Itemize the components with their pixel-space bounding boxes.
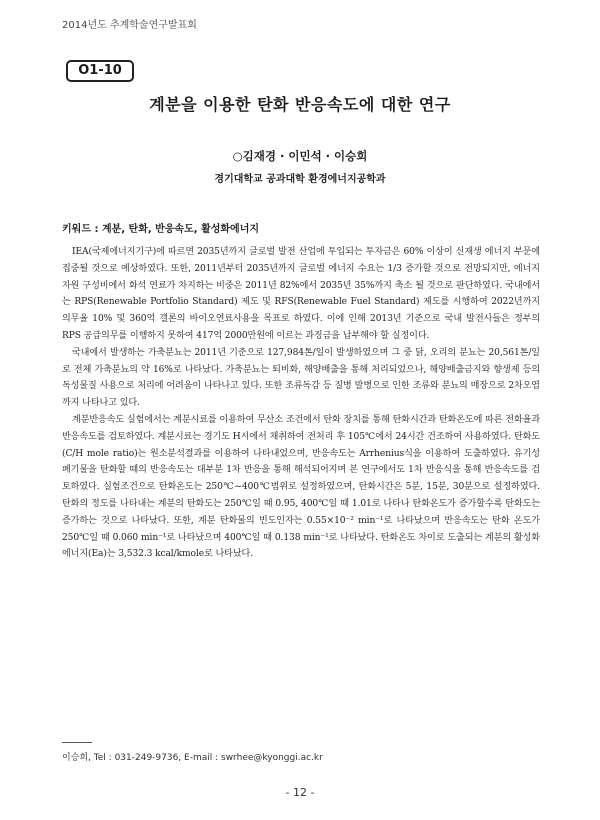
- paragraph-1: IEA(국제에너지기구)에 따르면 2035년까지 글로벌 발전 산업에 투입되는 투자금은 60% 이상이 신재생 에너지 부문에 집중될 것으로 예상하였다. 또한, 2011년부터 2035년까지 글로벌 에너지 수요는 1/3 증가할 것으로 전망되지만, 에너지 자원 구성비에서 화석 연료가 차지하는 비중은 2011년 82%에서 2035년 35%까지 축소 될 것으로 판단하였다. 국내에서는 RPS(Renewable Portfolio Standard) 제도 및 RFS(Renewable Fuel Standard) 제도를 시행하여 2022년까지 의무율 10% 및 360억 갤론의 바이오연료사용을 목표로 하였다. 이에 인해 2013년 기준으로 국내 발전사들은 정부의 RPS 공급의무를 이행하지 못하여 417억 2000만원에 이르는 과징금을 납부해야 할 실정이다.: [62, 247, 540, 341]
- paper-title: 계분을 이용한 탄화 반응속도에 대한 연구: [149, 95, 451, 114]
- paper-authors: ○김재경 · 이민석 · 이승희: [232, 149, 368, 163]
- footnote-contact: 이승희, Tel : 031-249-9736, E-mail : swrhee@kyonggi.ac.kr: [62, 753, 323, 763]
- paragraph-2: 국내에서 발생하는 가축분뇨는 2011년 기준으로 127,984톤/일이 발생하였으며 그 중 닭, 오리의 분뇨는 20,561톤/일로 전체 가축분뇨의 약 16%로 나타났다. 가축분뇨는 퇴비화, 해양배출을 통해 처리되었으나, 해양배출금지와 향생제 등의 독성물질 사용으로 처리에 어려움이 나타나고 있다. 또한 조류독감 등 질병 발병으로 인한 조류와 분뇨의 매장으로 2차오염까지 나타나고 있다.: [62, 347, 540, 409]
- paper-keywords: 키워드 : 계분, 탄화, 반응속도, 활성화에너지: [62, 224, 260, 235]
- footnote-divider: [62, 742, 92, 743]
- paper-code-badge: O1-10: [66, 60, 134, 82]
- paper-body: [62, 244, 540, 563]
- paragraph-3: 계분반응속도 실험에서는 계분시료를 이용하여 무산소 조건에서 탄화 장치를 통해 탄화시간과 탄화온도에 따른 전화율과 반응속도를 검토하였다. 계분시료는 경기도 H시에서 채취하여 전처리 후 105℃에서 24시간 건조하여 사용하였다. 탄화도(C/H mole ratio)는 원소분석결과를 이용하여 나타내었으며, 반응속도는 Arrhenius식을 이용하여 도출하였다. 유기성 폐기물을 탄화할 때의 반응속도는 대부분 1차 반응을 통해 해석되어지며 본 연구에서도 1차 반응식을 통해 반응속도를 검토하였다. 실험조건으로 탄화온도는 250℃~400℃범위로 설정하였으며, 탄화시간은 5분, 15분, 30분으로 설정하였다. 탄화의 정도를 나타내는 계분의 탄화도는 250℃일 때 0.95, 400℃일 때 1.01로 나타나 탄화온도가 증가할수록 탄화도는 증가하는 것으로 나타났다. 또한, 계분 탄화물의 빈도인자는 0.55×10⁻² min⁻¹로 나타났으며 반응속도는 탄화 온도가 250℃일 때 0.060 min⁻¹로 나타났으며 400℃일 때 0.138 min⁻¹로 나타났다. 탄화온도 차이로 도출되는 계분의 활성화 에너지(Ea)는 3,532.3 kcal/kmole로 나타났다.: [62, 414, 540, 560]
- page-number: - 12 -: [285, 786, 315, 799]
- paper-affiliation: 경기대학교 공과대학 환경에너지공학과: [214, 174, 386, 185]
- conference-header: 2014년도 추계학술연구발표회: [62, 20, 197, 31]
